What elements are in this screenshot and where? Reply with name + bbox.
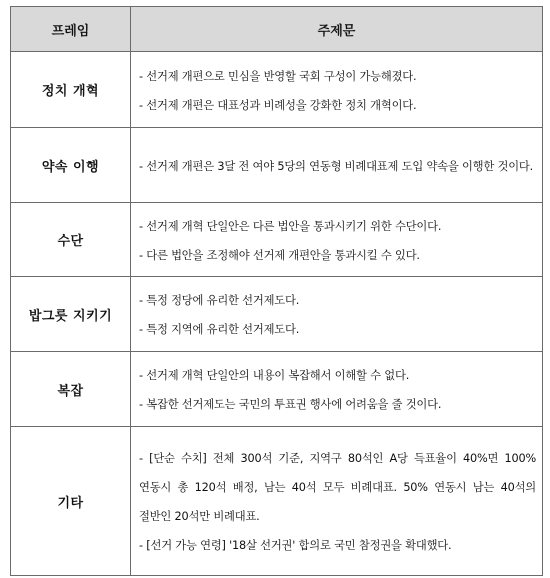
message-line: - 선거제 개편으로 민심을 반영할 국회 구성이 가능해졌다. [139, 69, 417, 83]
message-line: - 특정 지역에 유리한 선거제도다. [139, 323, 300, 336]
message-cell [131, 352, 543, 427]
frame-label: 수단 [11, 203, 131, 277]
table-row [11, 427, 543, 576]
message-line: - 특정 정당에 유리한 선거제도다. [139, 294, 300, 307]
message-line: - 다른 법안을 조정해야 선거제 개편안을 통과시킬 수 있다. [139, 248, 420, 262]
message-line: - 선거제 개편은 3달 전 여야 5당의 연동형 비례대표제 도입 약속을 이행한 것이다. [139, 159, 534, 173]
header-message: 주제문 [131, 7, 543, 52]
message-line: - 복잡한 선거제도는 국민의 투표권 행사에 어려움을 줄 것이다. [139, 398, 442, 411]
message-line: - 선거제 개혁 단일안의 내용이 복잡해서 이해할 수 없다. [139, 369, 410, 382]
message-cell [131, 427, 543, 576]
frame-label: 밥그릇 지키기 [11, 277, 131, 352]
frame-label: 약속 이행 [11, 128, 131, 203]
frame-label: 기타 [11, 427, 131, 576]
header-frame: 프레임 [11, 7, 131, 52]
frame-label: 정치 개혁 [11, 52, 131, 128]
table-row [11, 203, 543, 277]
message-cell [131, 277, 543, 352]
table-row [11, 277, 543, 352]
message-cell [131, 52, 543, 128]
message-line: - 선거제 개편은 대표성과 비례성을 강화한 정치 개혁이다. [139, 98, 417, 112]
frame-label: 복잡 [11, 352, 131, 427]
message-cell [131, 203, 543, 277]
table-row [11, 128, 543, 203]
message-line: - [단순 수치] 전체 300석 기준, 지역구 80석인 A당 득표율이 40%면 100% 연동시 총 120석 배정, 남는 40석 모두 비례대표. 50% 연동시 남는 40석의 절반인 20석만 비례대표. [139, 452, 536, 523]
frame-table [10, 6, 543, 576]
table-row [11, 352, 543, 427]
message-line: - [선거 가능 연령] '18살 선거권' 합의로 국민 참정권을 확대했다. [139, 539, 452, 552]
table-row [11, 52, 543, 128]
message-line: - 선거제 개혁 단일안은 다른 법안을 통과시키기 위한 수단이다. [139, 219, 442, 233]
message-cell [131, 128, 543, 203]
table-header [11, 7, 543, 52]
